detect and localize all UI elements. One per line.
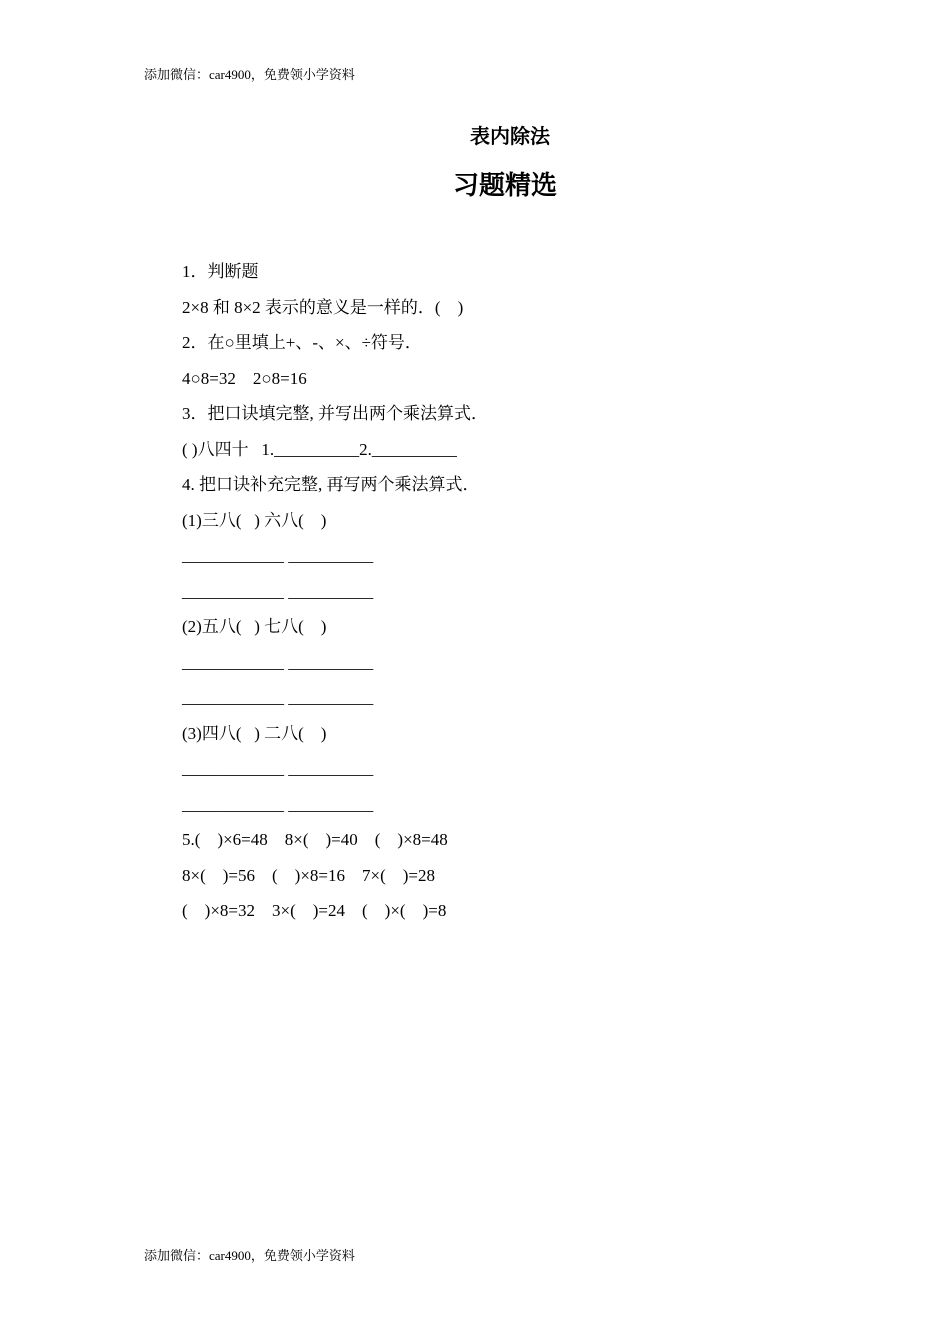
- answer-blank-line: ____________ __________: [182, 759, 374, 778]
- answer-blank-line: ____________ __________: [182, 688, 374, 707]
- question-1-heading: 1．判断题: [182, 262, 259, 281]
- subject-title: [0, 124, 950, 150]
- question-4-part-2: (2)五八( ) 七八( ): [182, 617, 327, 636]
- answer-blank-line: ____________ __________: [182, 581, 374, 601]
- question-1-statement: 2×8 和 8×2 表示的意义是一样的．( ): [182, 297, 464, 317]
- question-2-items: 4○8=32 2○8=16: [182, 368, 307, 388]
- question-2-heading: 2．在○里填上+、-、×、÷符号．: [182, 333, 422, 352]
- page-title-text: 习题精选: [452, 171, 557, 200]
- footer-note: 添加微信：car4900，免费领小学资料: [144, 1248, 355, 1263]
- question-5-row-3: ( )×8=32 3×( )=24 ( )×( )=8: [182, 901, 447, 920]
- subject-title-text: 表内除法: [470, 126, 550, 148]
- question-5-row-2: 8×( )=56 ( )×8=16 7×( )=28: [182, 865, 435, 885]
- question-3-heading: 3．把口诀填完整, 并写出两个乘法算式．: [182, 404, 488, 423]
- question-4-part-1: (1)三八( ) 六八( ): [182, 510, 327, 530]
- question-4-part-3: (3)四八( ) 二八( ): [182, 723, 327, 743]
- answer-blank-line: ____________ __________: [182, 794, 374, 814]
- exercise-content: [182, 258, 802, 933]
- question-5-row-1: 5.( )×6=48 8×( )=40 ( )×8=48: [182, 830, 448, 849]
- header-note: 添加微信：car4900，免费领小学资料: [144, 67, 355, 82]
- question-3-items: ( )八四十 1.__________2.__________: [182, 439, 457, 459]
- question-4-heading: 4. 把口诀补充完整, 再写两个乘法算式．: [182, 475, 480, 494]
- answer-blank-line: ____________ __________: [182, 546, 374, 565]
- answer-blank-line: ____________ __________: [182, 652, 374, 672]
- page-title: [0, 170, 950, 202]
